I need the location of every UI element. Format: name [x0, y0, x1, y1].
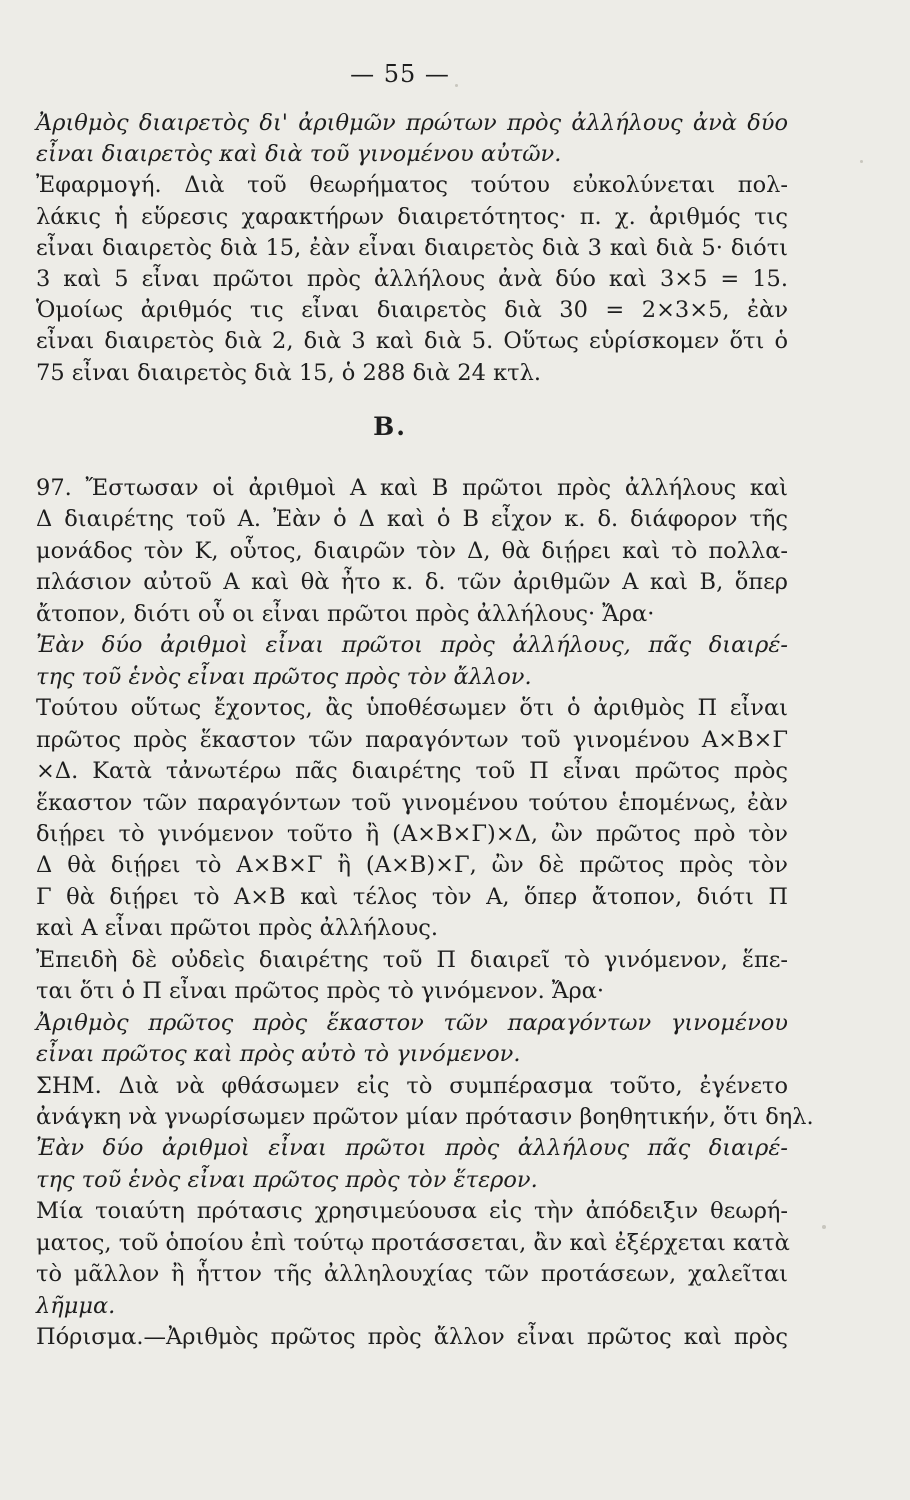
section-heading: Β.: [373, 412, 407, 441]
text-line: ἄτοπον, διότι οὗ οι εἶναι πρῶτοι πρὸς ἀλλήλους· Ἄρα·: [36, 600, 655, 627]
text-line: πρῶτος πρὸς ἕκαστον τῶν παραγόντων τοῦ γινομένου Α×Β×Γ: [36, 726, 788, 753]
text-line: Τούτου οὕτως ἔχοντος, ἂς ὑποθέσωμεν ὅτι ὁ ἀριθμὸς Π εἶναι: [36, 695, 788, 722]
text-line: Ἀριθμὸς διαιρετὸς δι' ἀριθμῶν πρώτων πρὸς ἀλλήλους ἀνὰ δύο: [36, 110, 788, 136]
text-line: ται ὅτι ὁ Π εἶναι πρῶτος πρὸς τὸ γινόμενον. Ἄρα·: [36, 978, 605, 1005]
text-line: εἶναι διαιρετὸς διὰ 15, ἐὰν εἶναι διαιρετὸς διὰ 3 καὶ διὰ 5· διότι: [36, 234, 788, 261]
text-line: μονάδος τὸν Κ, οὗτος, διαιρῶν τὸν Δ, θὰ διῄρει καὶ τὸ πολλα-: [36, 537, 788, 564]
text-line: εἶναι πρῶτος καὶ πρὸς αὐτὸ τὸ γινόμενον.: [36, 1041, 521, 1068]
text-line: λάκις ἡ εὕρεσις χαρακτήρων διαιρετότητος· π. χ. ἀριθμός τις: [36, 203, 788, 230]
text-line: 97. Ἔστωσαν οἱ ἀριθμοὶ Α καὶ Β πρῶτοι πρὸς ἀλλήλους καὶ: [36, 475, 788, 501]
text-line: ἀνάγκη νὰ γνωρίσωμεν πρῶτον μίαν πρότασιν βοηθητικήν, ὅτι δηλ.: [36, 1104, 814, 1130]
text-line: Δ διαιρέτης τοῦ Α. Ἐὰν ὁ Δ καὶ ὁ Β εἶχον κ. δ. διάφορον τῆς: [36, 506, 788, 533]
text-line: 75 εἶναι διαιρετὸς διὰ 15, ὁ 288 διὰ 24 κτλ.: [36, 359, 541, 386]
text-line: εἶναι διαιρετὸς διὰ 2, διὰ 3 καὶ διὰ 5. Οὕτως εὑρίσκομεν ὅτι ὁ: [36, 328, 788, 355]
text-line: λῆμμα.: [36, 1292, 116, 1319]
text-line: Μία τοιαύτη πρότασις χρησιμεύουσα εἰς τὴν ἀπόδειξιν θεωρή-: [36, 1198, 788, 1225]
text-line: Γ θὰ διῄρει τὸ Α×Β καὶ τέλος τὸν Α, ὅπερ ἄτοπον, διότι Π: [36, 883, 788, 910]
paper-speck: [860, 160, 863, 163]
text-line: ἕκαστον τῶν παραγόντων τοῦ γινομένου τούτου ἑπομένως, ἐὰν: [36, 789, 788, 816]
text-line: Ἐὰν δύο ἀριθμοὶ εἶναι πρῶτοι πρὸς ἀλλήλους πᾶς διαιρέ-: [36, 1135, 788, 1162]
text-line: ματος, τοῦ ὁποίου ἐπὶ τούτῳ προτάσσεται, ἂν καὶ ἐξέρχεται κατὰ: [36, 1229, 790, 1256]
text-line: Ἐὰν δύο ἀριθμοὶ εἶναι πρῶτοι πρὸς ἀλλήλους, πᾶς διαιρέ-: [36, 632, 788, 659]
text-line: ΣΗΜ. Διὰ νὰ φθάσωμεν εἰς τὸ συμπέρασμα τοῦτο, ἐγένετο: [36, 1072, 788, 1099]
text-line: καὶ Α εἶναι πρῶτοι πρὸς ἀλλήλους.: [36, 915, 439, 942]
text-line: 3 καὶ 5 εἶναι πρῶτοι πρὸς ἀλλήλους ἀνὰ δύο καὶ 3×5 = 15.: [36, 266, 788, 292]
text-line: Πόρισμα.—Ἀριθμὸς πρῶτος πρὸς ἄλλον εἶναι πρῶτος καὶ πρὸς: [36, 1324, 788, 1351]
text-line: της τοῦ ἑνὸς εἶναι πρῶτος πρὸς τὸν ἄλλον.: [36, 663, 532, 690]
text-line: εἶναι διαιρετὸς καὶ διὰ τοῦ γινομένου αὐτῶν.: [36, 141, 562, 168]
text-line: Δ θὰ διῄρει τὸ Α×Β×Γ ἢ (Α×Β)×Γ, ὢν δὲ πρῶτος πρὸς τὸν: [36, 852, 788, 879]
paper-speck: [822, 1225, 826, 1229]
page-number: — 55 —: [350, 60, 450, 88]
text-line: διῄρει τὸ γινόμενον τοῦτο ἢ (Α×Β×Γ)×Δ, ὢν πρῶτος πρὸ τὸν: [36, 820, 788, 847]
paper-speck: [455, 84, 458, 87]
text-line: πλάσιον αὐτοῦ Α καὶ θὰ ἦτο κ. δ. τῶν ἀριθμῶν Α καὶ Β, ὅπερ: [36, 569, 788, 596]
text-line: τὸ μᾶλλον ἢ ἧττον τῆς ἀλληλουχίας τῶν προτάσεων, χαλεῖται: [36, 1261, 788, 1288]
text-line: ×Δ. Κατὰ τἀνωτέρω πᾶς διαιρέτης τοῦ Π εἶναι πρῶτος πρὸς: [36, 758, 788, 785]
text-line: Ἐφαρμογή. Διὰ τοῦ θεωρήματος τούτου εὐκολύνεται πολ-: [36, 172, 788, 199]
text-line: της τοῦ ἑνὸς εἶναι πρῶτος πρὸς τὸν ἕτερον.: [36, 1166, 538, 1193]
text-line: Ἐπειδὴ δὲ οὐδεὶς διαιρέτης τοῦ Π διαιρεῖ τὸ γινόμενον, ἕπε-: [36, 946, 788, 973]
text-line: Ἀριθμὸς πρῶτος πρὸς ἕκαστον τῶν παραγόντων γινομένου: [36, 1009, 788, 1036]
text-line: Ὁμοίως ἀριθμός τις εἶναι διαιρετὸς διὰ 30 = 2×3×5, ἐὰν: [36, 297, 788, 324]
